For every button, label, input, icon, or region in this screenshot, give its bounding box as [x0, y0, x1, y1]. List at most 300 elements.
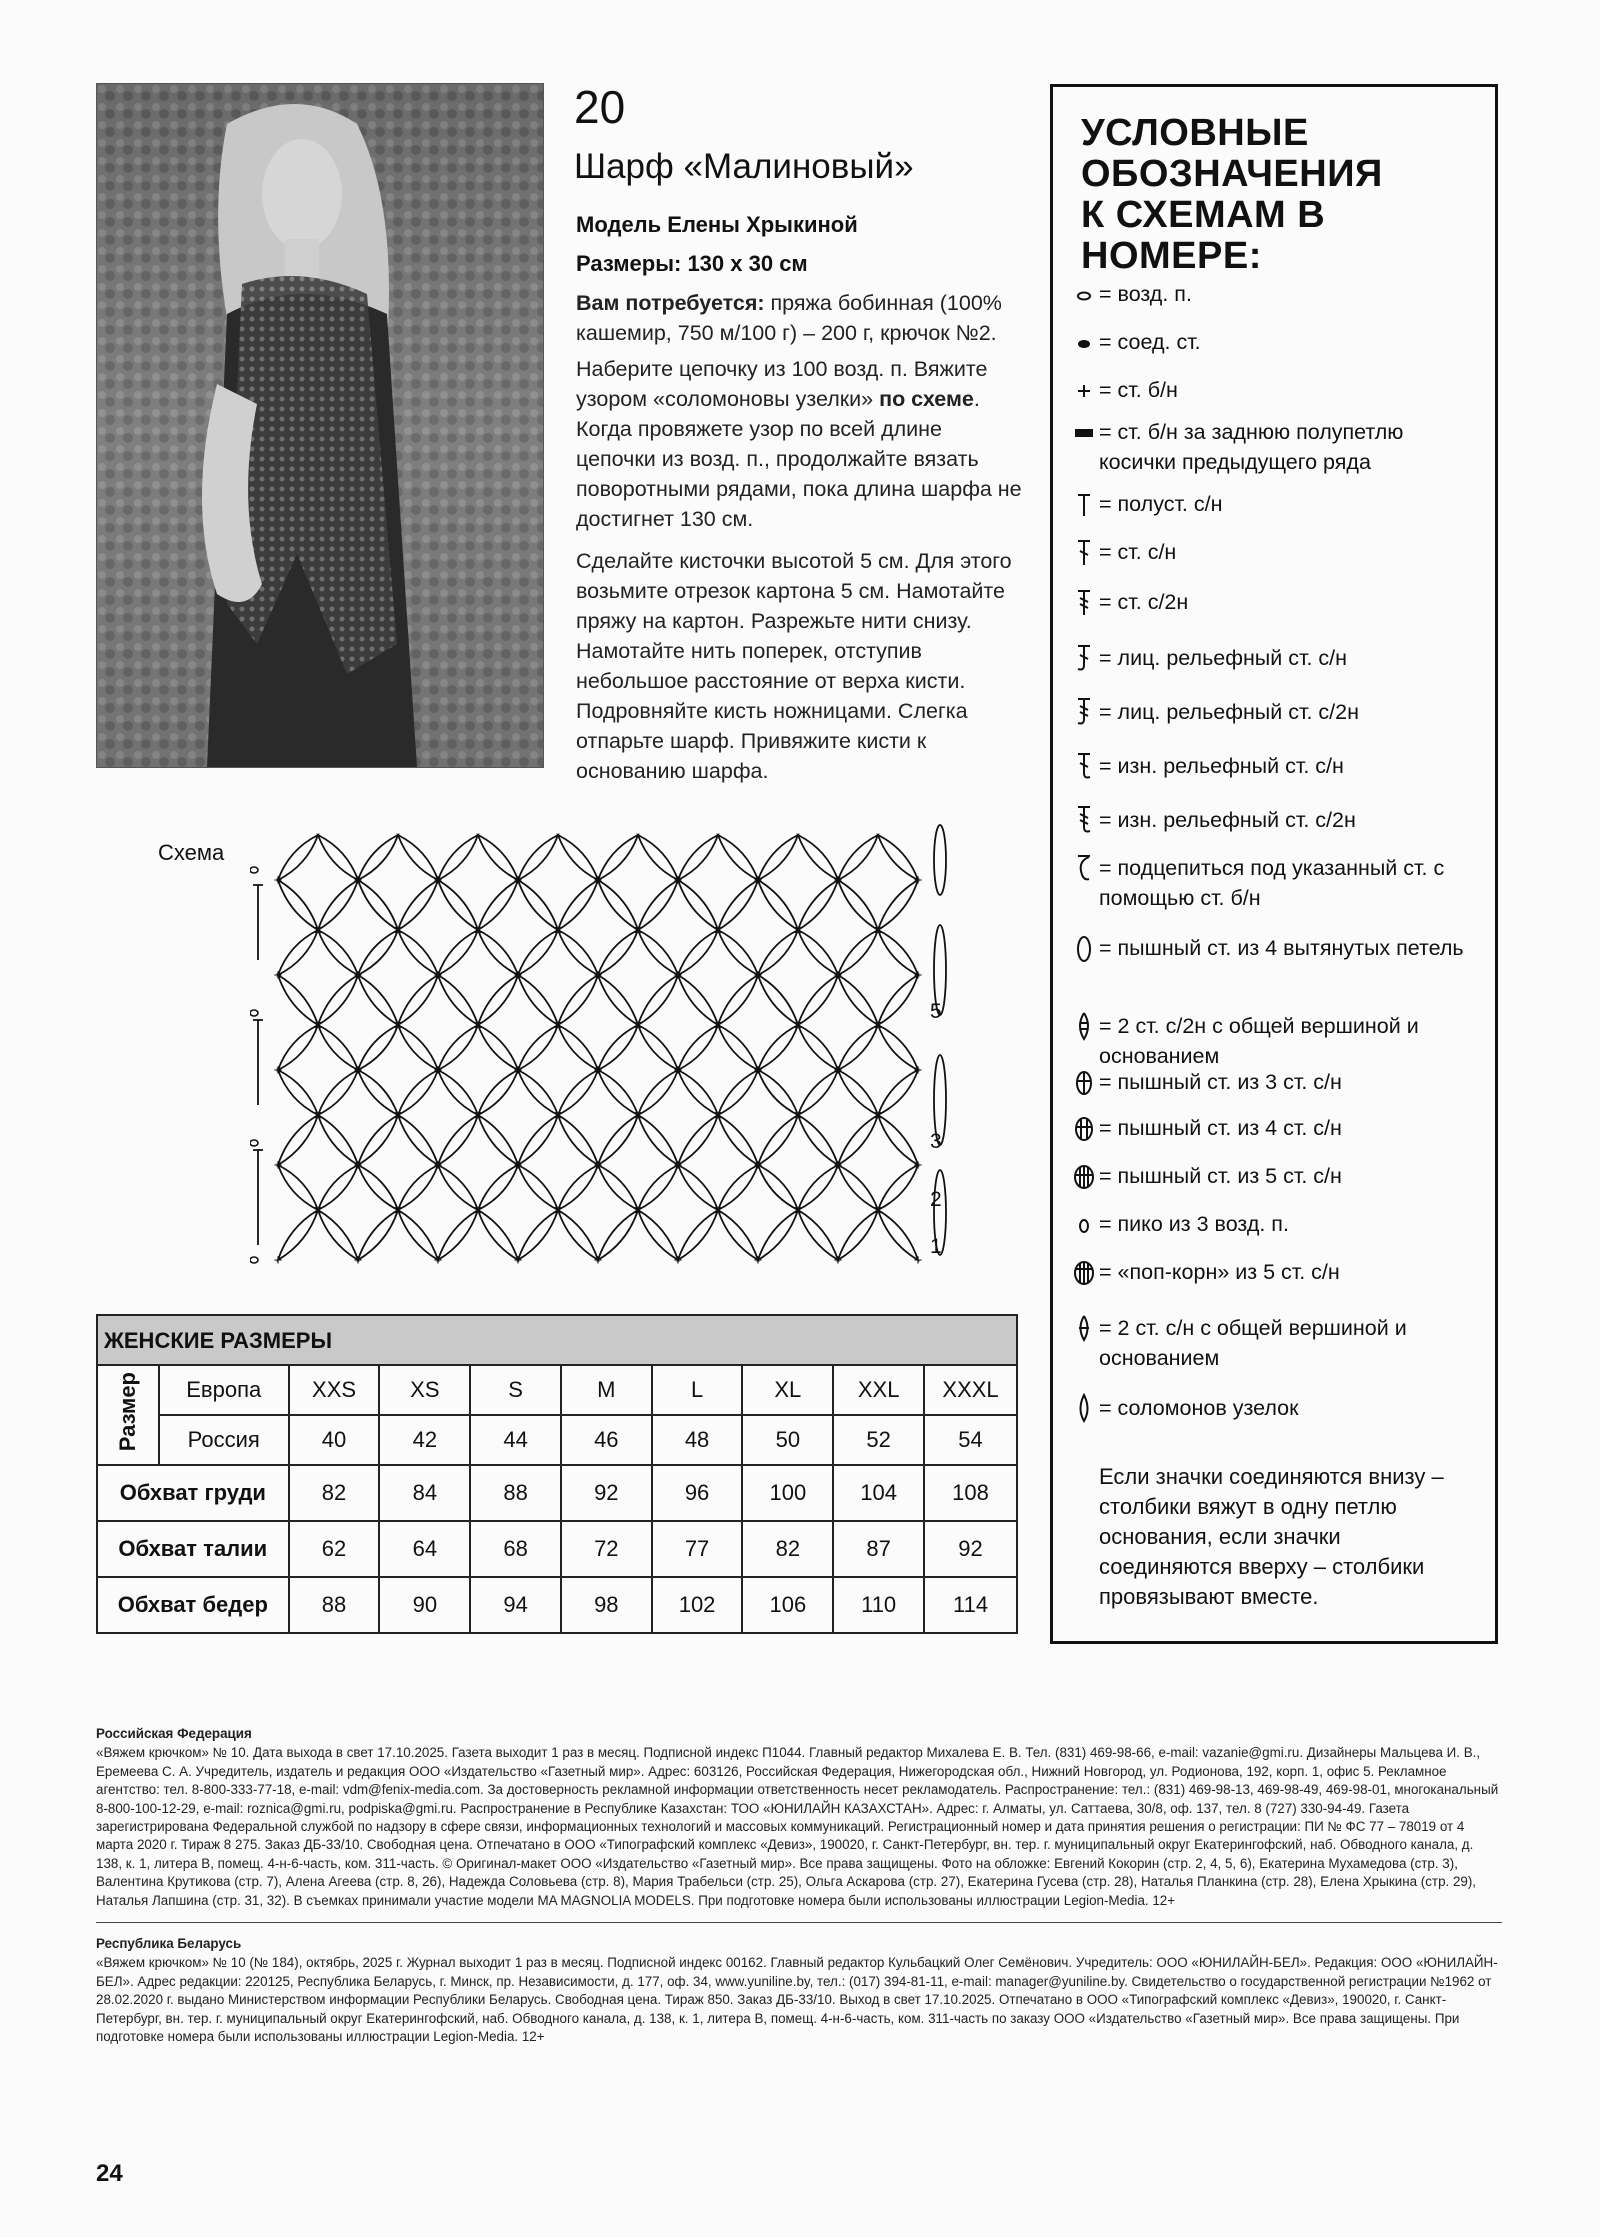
solomon-knot-icon	[278, 1025, 318, 1070]
solomon-knot-icon	[438, 1115, 478, 1165]
crossed-stitch-icon: ×	[313, 922, 323, 939]
single-crochet-icon: +	[913, 1157, 923, 1174]
table-cell: 46	[561, 1415, 652, 1465]
solomon-knot-icon	[358, 1165, 398, 1210]
solomon-knot-icon	[398, 835, 438, 880]
instructions-paragraph-1	[576, 354, 1022, 534]
solomon-knot-icon	[278, 1115, 318, 1165]
solomon-knot-icon	[638, 975, 678, 1025]
table-row	[97, 1365, 1017, 1415]
solomon-knot-icon	[638, 1025, 678, 1070]
single-crochet-icon: +	[593, 1252, 603, 1269]
solomon-knot-icon	[798, 930, 838, 975]
solomon-knot-icon	[838, 1070, 878, 1115]
table-cell: S	[470, 1365, 561, 1415]
solomon-knot-icon	[598, 930, 638, 975]
table-cell: 92	[924, 1521, 1017, 1577]
solomon-knot-icon	[598, 835, 638, 880]
single-crochet-icon: +	[913, 872, 923, 889]
legend-item	[1073, 1011, 1483, 1071]
front-post-dc-icon	[1073, 643, 1095, 673]
solomon-knot-icon	[478, 1165, 518, 1210]
scheme-row-number: 3	[930, 1130, 942, 1153]
popcorn-icon	[1073, 1257, 1095, 1287]
solomon-knot-icon	[838, 1115, 878, 1165]
single-crochet-icon: +	[913, 1252, 923, 1269]
solomon-knot-icon	[758, 880, 798, 930]
solomon-knot-icon	[798, 975, 838, 1025]
legend-item	[1073, 489, 1483, 519]
single-crochet-icon: +	[673, 872, 683, 889]
solomon-knot-icon	[678, 835, 718, 880]
solomon-knot-icon	[598, 1070, 638, 1115]
single-crochet-icon: +	[513, 1157, 523, 1174]
single-crochet-icon: +	[753, 967, 763, 984]
legend-item-text: = лиц. рельефный ст. с/2н	[1099, 700, 1359, 724]
solomon-knot-icon	[518, 1070, 558, 1115]
solomon-knot-icon	[838, 835, 878, 880]
solomon-knot-icon	[758, 930, 798, 975]
solomon-knot-icon	[838, 975, 878, 1025]
solomon-knot-icon	[934, 825, 946, 895]
solomon-knot-icon	[358, 975, 398, 1025]
chain-icon	[250, 867, 258, 873]
table-cell: 50	[742, 1415, 833, 1465]
scheme-row-number: 2	[930, 1188, 942, 1211]
table-cell: XXS	[289, 1365, 380, 1415]
row-label: Обхват бедер	[97, 1577, 289, 1633]
instructions-text-1a: Наберите цепочку из 100 возд. п. Вяжите узором «соломоновы узелки»	[576, 357, 988, 411]
solomon-knot-icon	[798, 880, 838, 930]
puff-4-loops-icon	[1073, 933, 1095, 963]
article-size: Размеры: 130 х 30 см	[576, 251, 808, 276]
solomon-knot-icon	[318, 1070, 358, 1115]
imprint-footer	[96, 1725, 1502, 2047]
solomon-knot-icon	[638, 1165, 678, 1210]
solomon-knot-icon	[638, 1115, 678, 1165]
crossed-stitch-icon: ×	[473, 922, 483, 939]
solomon-knot-icon	[598, 1115, 638, 1165]
solomon-knot-icon	[518, 835, 558, 880]
solomon-knot-icon	[478, 1115, 518, 1165]
crossed-stitch-icon: ×	[793, 1017, 803, 1034]
model-photo	[96, 83, 544, 768]
legend-item	[1073, 375, 1483, 405]
solomon-knot-icon	[678, 1165, 718, 1210]
back-loop-sc-icon	[1073, 417, 1095, 447]
solomon-knot-icon	[438, 1165, 478, 1210]
solomon-knot-icon	[878, 1070, 918, 1115]
scheme-row-number: 1	[930, 1235, 942, 1258]
instructions-paragraph-2: Сделайте кисточки высотой 5 см. Для этого возьмите отрезок картона 5 см. Намотайте пряжу на картон. Разрежьте нити снизу. Намотайте нить поперек, отступив небольшое расстояние от верха кисти. Подровняйте кисть ножницами. Слегка отпарьте шарф. Привяжите кисти к основанию шарфа.	[576, 549, 1012, 783]
single-crochet-icon: +	[353, 1252, 363, 1269]
crossed-stitch-icon: ×	[873, 1017, 883, 1034]
single-crochet-icon: +	[593, 872, 603, 889]
double-crochet-icon	[1073, 537, 1095, 567]
solomon-knot-icon	[878, 930, 918, 975]
slip-stitch-icon	[1073, 327, 1095, 357]
solomon-knot-icon	[358, 880, 398, 930]
solomon-knot-icon	[718, 1210, 758, 1260]
solomon-knot-icon	[478, 1025, 518, 1070]
legend-item	[1073, 853, 1483, 913]
solomon-knot-icon	[558, 835, 598, 880]
solomon-knot-icon	[398, 1115, 438, 1165]
table-cell: XS	[379, 1365, 470, 1415]
scheme-row-number: 5	[930, 1000, 942, 1023]
solomon-knot-icon	[278, 930, 318, 975]
solomon-knot-icon	[798, 1070, 838, 1115]
solomon-knot-icon	[718, 835, 758, 880]
chain-icon	[250, 1010, 258, 1016]
legend-item	[1073, 537, 1483, 567]
solomon-knot-icon	[518, 930, 558, 975]
solomon-knot-icon	[838, 880, 878, 930]
table-cell: 44	[470, 1415, 561, 1465]
double-crochet-icon	[253, 1150, 263, 1245]
legend-item-text: = изн. рельефный ст. с/2н	[1099, 808, 1356, 832]
solomon-knot-icon	[638, 880, 678, 930]
single-crochet-icon: +	[593, 1062, 603, 1079]
table-cell: XL	[742, 1365, 833, 1415]
solomon-knot-icon	[678, 1025, 718, 1070]
solomon-knot-icon	[438, 880, 478, 930]
double-crochet-icon	[253, 1020, 263, 1105]
single-crochet-icon	[1073, 375, 1095, 405]
hook-under-icon	[1073, 853, 1095, 883]
single-crochet-icon: +	[673, 1252, 683, 1269]
solomon-knot-icon	[478, 1070, 518, 1115]
crossed-stitch-icon: ×	[313, 1017, 323, 1034]
solomon-knot-icon	[758, 1210, 798, 1260]
legend-title-line: К СХЕМАМ В НОМЕРЕ:	[1081, 194, 1326, 277]
crossed-stitch-icon: ×	[633, 1107, 643, 1124]
back-post-dc-icon	[1073, 751, 1095, 781]
single-crochet-icon: +	[433, 967, 443, 984]
table-cell: XXXL	[924, 1365, 1017, 1415]
solomon-knot-icon	[518, 975, 558, 1025]
table-cell: 54	[924, 1415, 1017, 1465]
table-cell: 100	[742, 1465, 833, 1521]
table-cell: 90	[379, 1577, 470, 1633]
solomon-knot-icon	[398, 1070, 438, 1115]
crossed-stitch-icon: ×	[633, 922, 643, 939]
solomon-knot-icon	[758, 1165, 798, 1210]
single-crochet-icon: +	[913, 1062, 923, 1079]
solomon-knot-icon	[438, 930, 478, 975]
solomon-knot-icon	[558, 880, 598, 930]
solomon-knot-icon	[318, 975, 358, 1025]
picot-icon	[1073, 1209, 1095, 1239]
single-crochet-icon: +	[673, 967, 683, 984]
table-cell: 110	[833, 1577, 924, 1633]
solomon-knot-icon	[758, 1115, 798, 1165]
solomon-knot-icon	[558, 1210, 598, 1260]
single-crochet-icon: +	[273, 1062, 283, 1079]
table-cell: 48	[652, 1415, 743, 1465]
table-cell: 94	[470, 1577, 561, 1633]
legend-item-text: = полуст. с/н	[1099, 492, 1223, 516]
legend-item	[1073, 587, 1483, 617]
solomon-knot-icon	[318, 1165, 358, 1210]
solomon-knot-icon	[438, 835, 478, 880]
legend-item	[1073, 1313, 1483, 1373]
legend-item-text: = ст. с/н	[1099, 540, 1177, 564]
single-crochet-icon: +	[433, 872, 443, 889]
solomon-knot-icon	[478, 1210, 518, 1260]
single-crochet-icon: +	[593, 1157, 603, 1174]
crossed-stitch-icon: ×	[473, 1107, 483, 1124]
legend-note: Если значки соединяются внизу – столбики вяжут в одну петлю основания, если значки соединяются вверху – столбики провязывают вместе.	[1099, 1464, 1444, 1609]
solomon-knot-icon	[718, 1025, 758, 1070]
table-row	[97, 1465, 1017, 1521]
legend-item	[1073, 643, 1483, 673]
solomon-knot-icon	[678, 1115, 718, 1165]
solomon-knot-icon	[678, 1210, 718, 1260]
legend-item-text: = лиц. рельефный ст. с/н	[1099, 646, 1348, 670]
half-double-icon	[1073, 489, 1095, 519]
back-post-tr-icon	[1073, 805, 1095, 835]
solomon-knot-icon	[478, 880, 518, 930]
solomon-knot-icon	[718, 1115, 758, 1165]
crossed-stitch-icon: ×	[793, 1202, 803, 1219]
solomon-knot-icon	[398, 975, 438, 1025]
materials-text: пряжа бобинная (100% кашемир, 750 м/100 г) – 200 г, крючок №2.	[576, 291, 1002, 345]
single-crochet-icon: +	[753, 872, 763, 889]
solomon-knot-icon	[798, 1025, 838, 1070]
solomon-knot-icon	[438, 1070, 478, 1115]
table-cell: 72	[561, 1521, 652, 1577]
crossed-stitch-icon: ×	[553, 1202, 563, 1219]
treble-crochet-icon	[1073, 587, 1095, 617]
single-crochet-icon: +	[833, 967, 843, 984]
table-cell: 98	[561, 1577, 652, 1633]
row-label: Россия	[159, 1415, 289, 1465]
legend-item	[1073, 1393, 1483, 1423]
solomon-knot-icon	[878, 880, 918, 930]
table-cell: 106	[742, 1577, 833, 1633]
solomon-knot-icon	[318, 1210, 358, 1260]
table-cell: 64	[379, 1521, 470, 1577]
solomon-knot-icon	[878, 835, 918, 880]
instructions-text-1c: . Когда провяжете узор по всей длине цепочки из возд. п., продолжайте вязать поворотными рядами, пока длина шарфа не достигнет 130 см.	[576, 387, 1022, 531]
solomon-knot-icon	[358, 930, 398, 975]
solomon-knot-icon	[278, 835, 318, 880]
crossed-stitch-icon: ×	[473, 1017, 483, 1034]
solomon-knot-icon	[558, 1070, 598, 1115]
single-crochet-icon: +	[433, 1252, 443, 1269]
solomon-knot-icon	[438, 1025, 478, 1070]
solomon-knot-icon	[878, 1115, 918, 1165]
solomon-knot-icon	[398, 880, 438, 930]
single-crochet-icon: +	[353, 872, 363, 889]
solomon-knot-icon	[718, 1070, 758, 1115]
single-crochet-icon: +	[673, 1157, 683, 1174]
table-cell: 82	[742, 1521, 833, 1577]
imprint-text-belarus: «Вяжем крючком» № 10 (№ 184), октябрь, 2025 г. Журнал выходит 1 раз в месяц. Подписной индекс 00162. Главный редактор Кульбацкий Олег Семёнович. Учредитель: ООО «ЮНИЛАЙН-БЕЛ». Редакция: ООО «ЮНИЛАЙН-БЕЛ». Адрес редакции: 220125, Республика Беларусь, г. Минск, пр. Независимости, д. 177, оф. 34, www.yuniline.by, тел.: (017) 394-81-11, e-mail: manager@yuniline.by. Свидетельство о государственной регистрации №1962 от 28.02.2020 г. выдано Министерством информации Республики Беларусь. Свободная цена. Тираж 850. Заказ ДБ-33/10. Выход в свет 17.10.2025. Отпечатано в ООО «Типографский комплекс «Девиз», 190020, г. Санкт-Петербург, вн. тер. г. муниципальный округ Екатерингофский, наб. Обводного канала, д. 138, к. 1, литера В, помещ. 4-н-6-часть, ком. 311-часть по заказу ООО «Издательство «Газетный мир». Все права защищены. При подготовке номера были использованы иллюстрации Legion-Media. 12+	[96, 1955, 1498, 2045]
legend-item-text: = соед. ст.	[1099, 330, 1201, 354]
single-crochet-icon: +	[273, 967, 283, 984]
legend-item	[1073, 933, 1483, 963]
solomon-knot-icon	[278, 1210, 318, 1260]
solomon-knot-icon	[718, 975, 758, 1025]
solomon-knot-icon	[598, 1210, 638, 1260]
legend-item	[1073, 805, 1483, 835]
solomon-knot-icon	[478, 975, 518, 1025]
imprint-text-russia: «Вяжем крючком» № 10. Дата выхода в свет 17.10.2025. Газета выходит 1 раз в месяц. Подписной индекс П1044. Главный редактор Михалева Е. В. Тел. (831) 469-98-66, e-mail: vazanie@gmi.ru. Дизайнеры Мальцева И. В., Еремеева С. А. Учредитель, издатель и редакция ООО «Издательство «Газетный мир». Адрес: 603126, Российская Федерация, Нижегородская обл., Нижний Новгород, ул. Родионова, 192, корп. 1, офис 5. Рекламное агентство: тел. 8-800-333-77-18, e-mail: vdm@fenix-media.com. За достоверность рекламной информации ответственность несет рекламодатель. Распространение: тел.: (831) 469-98-13, 469-98-49, 469-98-01, многоканальный 8-800-100-12-29, e-mail: roznica@gmi.ru, podpiska@gmi.ru. Распространение в Республике Казахстан: ТОО «ЮНИЛАЙН КАЗАХСТАН». Адрес: г. Алматы, ул. Саттаева, 30/8, оф. 137, тел. 8 (727) 330-94-49. Газета зарегистрирована Федеральной службой по надзору в сфере связи, информационных технологий и массовых коммуникаций. Регистрационный номер и дата принятия решения о регистрации: ПИ № ФС 77 – 78019 от 4 марта 2020 г. Тираж 8 275. Заказ ДБ-33/10. Свободная цена. Отпечатано в ООО «Типографский комплекс «Девиз», 190020, г. Санкт-Петербург, вн. тер. г. муниципальный округ Екатерингофский, наб. Обводного канала, д. 138, к. 1, литера В, помещ. 4-н-6-часть, ком. 311-часть. © Оригинал-макет ООО «Издательство «Газетный мир». Все права защищены. Фото на обложке: Евгений Кокорин (стр. 2, 4, 5, 6), Екатерина Мухамедова (стр. 3), Валентина Крутикова (стр. 7), Алена Агеева (стр. 8, 26), Надежда Соловьева (стр. 8), Мария Трабельси (стр. 25), Ольга Аскарова (стр. 27), Екатерина Гусева (стр. 28), Наталья Планкина (стр. 28), Елена Хрыкина (стр. 29), Наталья Лапшина (стр. 31, 32). В съемках принимали участие модели MA MAGNOLIA MODELS. При подготовке номера были использованы иллюстрации Legion-Media. 12+	[96, 1745, 1499, 1908]
legend-item	[1073, 327, 1483, 357]
solomon-knot-icon	[758, 835, 798, 880]
legend-box	[1050, 84, 1498, 1644]
single-crochet-icon: +	[593, 967, 603, 984]
table-row	[97, 1521, 1017, 1577]
row-label: Европа	[159, 1365, 289, 1415]
solomon-knot-icon	[438, 1210, 478, 1260]
single-crochet-icon: +	[273, 1157, 283, 1174]
article-author: Модель Елены Хрыкиной	[576, 212, 858, 237]
chain-icon	[250, 1140, 258, 1146]
table-cell: 40	[289, 1415, 380, 1465]
legend-title-line: ОБОЗНАЧЕНИЯ	[1081, 153, 1383, 195]
solomon-knot-icon	[1073, 1393, 1095, 1423]
solomon-knot-icon	[518, 1210, 558, 1260]
solomon-knot-icon	[558, 1165, 598, 1210]
table-cell: 108	[924, 1465, 1017, 1521]
imprint-region-belarus: Республика Беларусь	[96, 1936, 242, 1952]
solomon-knot-icon	[718, 1165, 758, 1210]
crossed-stitch-icon: ×	[793, 922, 803, 939]
crossed-stitch-icon: ×	[633, 1017, 643, 1034]
legend-item	[1073, 1209, 1483, 1239]
solomon-knot-icon	[278, 880, 318, 930]
legend-item-text: = пышный ст. из 5 ст. с/н	[1099, 1164, 1342, 1188]
solomon-knot-icon	[838, 1165, 878, 1210]
crossed-stitch-icon: ×	[553, 922, 563, 939]
solomon-knot-icon	[318, 835, 358, 880]
solomon-knot-icon	[758, 975, 798, 1025]
legend-item-text: = ст. б/н	[1099, 378, 1178, 402]
legend-item-text: = «поп-корн» из 5 ст. с/н	[1099, 1260, 1340, 1284]
table-cell: 104	[833, 1465, 924, 1521]
legend-item	[1073, 1257, 1483, 1287]
table-cell: M	[561, 1365, 652, 1415]
solomon-knot-icon	[798, 835, 838, 880]
single-crochet-icon: +	[353, 967, 363, 984]
single-crochet-icon: +	[673, 1062, 683, 1079]
legend-item-text: = пышный ст. из 3 ст. с/н	[1099, 1070, 1342, 1094]
single-crochet-icon: +	[433, 1062, 443, 1079]
crossed-stitch-icon: ×	[713, 922, 723, 939]
size-table-header: ЖЕНСКИЕ РАЗМЕРЫ	[96, 1314, 1018, 1364]
legend-item	[1073, 279, 1483, 309]
legend-item	[1073, 1113, 1483, 1143]
table-cell: XXL	[833, 1365, 924, 1415]
solomon-knot-icon	[478, 835, 518, 880]
solomon-knot-icon	[678, 975, 718, 1025]
solomon-knot-icon	[278, 975, 318, 1025]
table-cell: 82	[289, 1465, 380, 1521]
solomon-knot-icon	[358, 1070, 398, 1115]
single-crochet-icon: +	[353, 1157, 363, 1174]
article-number: 20	[574, 81, 626, 133]
chain-icon	[1073, 279, 1095, 309]
legend-item-text: = подцепиться под указанный ст. с помощью ст. б/н	[1099, 856, 1445, 910]
single-crochet-icon: +	[513, 1062, 523, 1079]
solomon-knot-icon	[398, 930, 438, 975]
single-crochet-icon: +	[833, 1062, 843, 1079]
crossed-stitch-icon: ×	[873, 1202, 883, 1219]
crossed-stitch-icon: ×	[713, 1017, 723, 1034]
solomon-knot-icon	[438, 975, 478, 1025]
crossed-stitch-icon: ×	[473, 1202, 483, 1219]
table-row	[97, 1415, 1017, 1465]
legend-item-text: = пышный ст. из 4 вытянутых петель	[1099, 936, 1464, 960]
solomon-knot-icon	[638, 1210, 678, 1260]
solomon-knot-icon	[878, 1165, 918, 1210]
solomon-knot-icon	[638, 1070, 678, 1115]
solomon-knot-icon	[318, 880, 358, 930]
table-cell: 96	[652, 1465, 743, 1521]
legend-item	[1073, 751, 1483, 781]
legend-item-text: = соломонов узелок	[1099, 1396, 1299, 1420]
size-table-grid	[96, 1364, 1018, 1634]
crossed-stitch-icon: ×	[393, 1107, 403, 1124]
table-cell: 77	[652, 1521, 743, 1577]
legend-item-text: = изн. рельефный ст. с/н	[1099, 754, 1344, 778]
single-crochet-icon: +	[833, 1252, 843, 1269]
solomon-knot-icon	[518, 880, 558, 930]
legend-item	[1073, 697, 1483, 727]
puff-4-dc-icon	[1073, 1113, 1095, 1143]
crossed-stitch-icon: ×	[313, 1107, 323, 1124]
table-cell: 52	[833, 1415, 924, 1465]
solomon-knot-icon	[518, 1115, 558, 1165]
crossed-stitch-icon: ×	[873, 1107, 883, 1124]
crossed-stitch-icon: ×	[553, 1017, 563, 1034]
solomon-knot-icon	[878, 1025, 918, 1070]
solomon-knot-icon	[638, 930, 678, 975]
solomon-knot-icon	[558, 930, 598, 975]
size-table	[96, 1314, 1018, 1634]
single-crochet-icon: +	[753, 1252, 763, 1269]
table-cell: 92	[561, 1465, 652, 1521]
row-label: Обхват груди	[97, 1465, 289, 1521]
single-crochet-icon: +	[433, 1157, 443, 1174]
single-crochet-icon: +	[513, 967, 523, 984]
scheme-label: Схема	[158, 840, 225, 865]
crossed-stitch-icon: ×	[793, 1107, 803, 1124]
crossed-stitch-icon: ×	[873, 922, 883, 939]
solomon-knot-icon	[278, 1165, 318, 1210]
chain-icon	[250, 1257, 258, 1263]
model-photo-image	[97, 84, 543, 767]
solomon-knot-icon	[318, 930, 358, 975]
single-crochet-icon: +	[273, 872, 283, 889]
solomon-knot-icon	[878, 975, 918, 1025]
solomon-knot-icon	[358, 1025, 398, 1070]
solomon-knot-icon	[838, 930, 878, 975]
two-dc-together-icon	[1073, 1313, 1095, 1343]
solomon-knot-icon	[358, 1115, 398, 1165]
solomon-knot-icon	[678, 930, 718, 975]
single-crochet-icon: +	[273, 1252, 283, 1269]
single-crochet-icon: +	[353, 1062, 363, 1079]
crochet-scheme-diagram	[250, 815, 970, 1275]
puff-3-dc-icon	[1073, 1067, 1095, 1097]
single-crochet-icon: +	[833, 1157, 843, 1174]
table-cell: 68	[470, 1521, 561, 1577]
crossed-stitch-icon: ×	[393, 1202, 403, 1219]
